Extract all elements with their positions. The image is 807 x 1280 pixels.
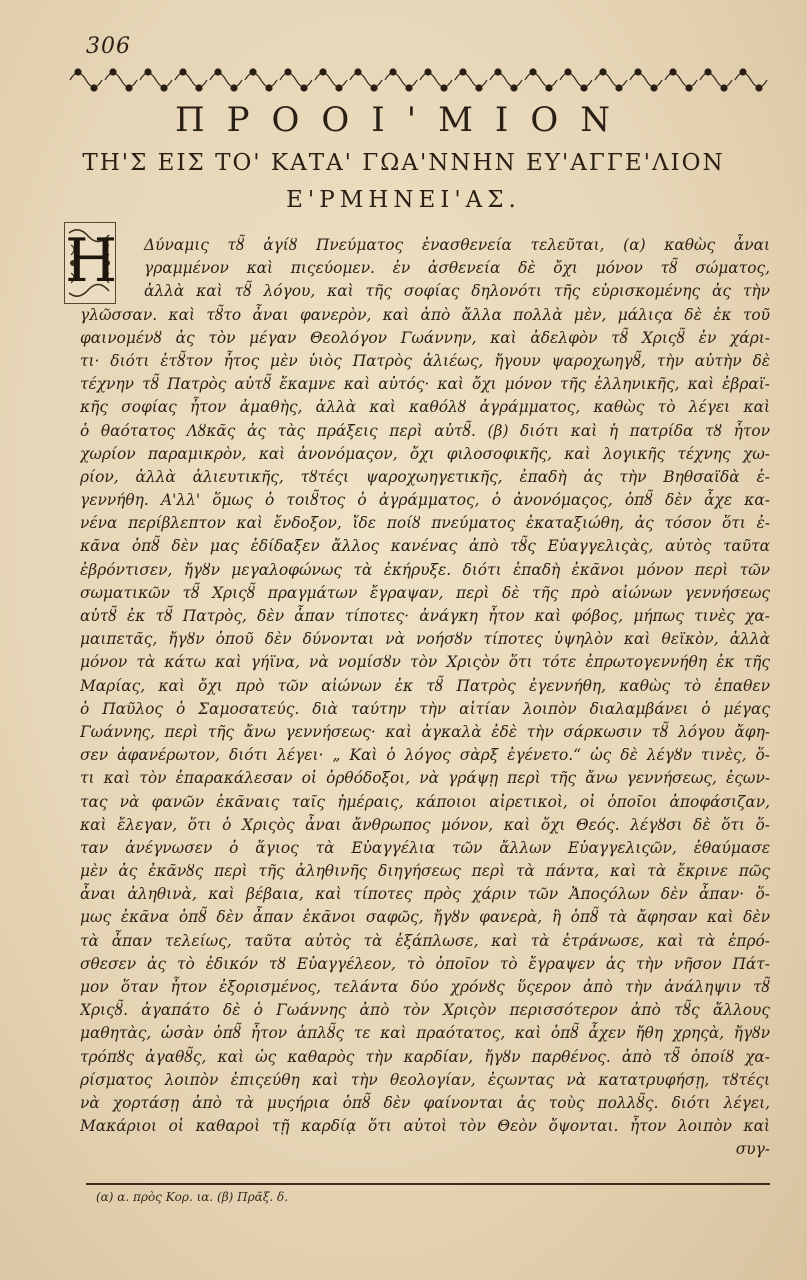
- ornament-scroll: [490, 73, 522, 87]
- ornament-bud: [250, 69, 256, 75]
- ornament-bud: [740, 69, 746, 75]
- ornament-bud: [75, 69, 81, 75]
- text-line: συγ-: [735, 1140, 770, 1159]
- text-line: ἀλλὰ καὶ τȣ̃ λόγου, καὶ τῆς σοφίας δηλονότι τῆς εὑρισκομένης ἀς τὴν: [144, 282, 770, 301]
- text-line: χωρίον παραμικρὸν, καὶ ἀνονόμαςον, ὄχι φιλοσοφικῆς, καὶ λογικῆς τέχνης χω-: [80, 444, 770, 463]
- ornament-bud: [686, 85, 692, 91]
- ornament-scroll: [455, 73, 487, 87]
- ornament-bud: [651, 85, 657, 91]
- text-line: ρίσματος λοιπὸν ἐπιςεύθη καὶ τὴν θεολογίαν, ἐςωντας νὰ κατατρυφήσῃ, τȣτέςι: [80, 1070, 770, 1089]
- text-line: τέχνην τȣ̃ Πατρὸς αὐτȣ̃ ἔκαμνε καὶ αὐτός· καὶ ὄχι μόνον τῆς ἑλληνικῆς, καὶ ἑβραϊ-: [80, 375, 770, 394]
- ornament-bud: [705, 69, 711, 75]
- ornament-bud: [161, 85, 167, 91]
- ornament-bud: [91, 85, 97, 91]
- ornament-scroll: [245, 73, 277, 87]
- ornament-scroll: [105, 73, 137, 87]
- drop-cap-letter: Η: [65, 226, 118, 296]
- ornament-bud: [530, 69, 536, 75]
- ornament-bud: [511, 85, 517, 91]
- ornament-bud: [145, 69, 151, 75]
- title-line-2: ΤΗ'Σ ΕΙΣ ΤΟ' ΚΑΤΑ' ΓΩΑ'ΝΝΗΝ ΕΥ'ΑΓΓΕ'ΛΙΟΝ: [82, 150, 725, 176]
- ornament-bud: [600, 69, 606, 75]
- text-line: Χριςȣ̃. ἀγαπάτο δὲ ὁ Γωάννης ἀπὸ τὸν Χριςὸν περισσότερον ἀπὸ τȣ̃ς ἄλλους: [80, 1001, 770, 1020]
- text-line: τας νὰ φανῶν ἐκᾶναις ταῖς ἡμέραις, κάποιοι αἱρετικοὶ, οἱ ὁποῖοι ἀποφάσιζαν,: [80, 792, 770, 811]
- ornament-scroll: [735, 73, 767, 87]
- ornament-scroll: [175, 73, 207, 87]
- ornament-bud: [616, 85, 622, 91]
- text-line: Δύναμις τȣ̃ ἁγίȣ Πνεύματος ἐνασθενεία τελεῦται, (α) καθὼς ἆναι: [144, 236, 770, 254]
- ornament-bud: [406, 85, 412, 91]
- text-line: ὁ θαότατος Λȣκᾶς ἀς τὰς πράξεις περὶ αὐτȣ̃. (β) διότι καὶ ἡ πατρίδα τȣ ἦτον: [80, 421, 770, 440]
- text-line: σεν ἀφανέρωτον, διότι λέγει· „ Καὶ ὁ λόγος σὰρξ ἐγένετο.“ ὡς δὲ λέγȣν τινὲς, ὅ-: [80, 746, 770, 765]
- text-line: Γωάννης, περὶ τῆς ἄνω γεννήσεως· καὶ ἀγκαλὰ ἐδὲ τὴν σάρκωσιν τȣ̃ λόγου ἄφη-: [80, 722, 770, 741]
- text-line: ταν ἀνέγνωσεν ὁ ἅγιος τὰ Εὐαγγέλια τῶν ἄλλων Εὐαγγελιςῶν, ἐθαύμασε: [80, 838, 770, 857]
- text-line: μὲν ἀς ἐκᾶνȣς περὶ τῆς ἀληθινῆς διηγήσεως περὶ τὰ πάντα, καὶ τὰ ἔκρινε πῶς: [80, 862, 770, 881]
- text-line: ὁ Παῦλος ὁ Σαμοσατεύς. διὰ ταύτην τὴν αἰτίαν λοιπὸν διαλαμβάνει ὁ μέγας: [80, 699, 770, 718]
- ornament-bud: [110, 69, 116, 75]
- text-line: σθεσεν ἀς τὸ ἐδικόν τȣ Εὐαγγέλεον, τὸ ὁποῖον τὸ ἔγραψεν ἀς τὴν νῆσον Πάτ-: [80, 954, 770, 973]
- text-line: μαιπετᾶς, ἤγȣν ὁποῦ δὲν δύνονται νὰ νοήσȣν τίποτες ὑψηλὸν καὶ θεϊκὸν, ἀλλὰ: [80, 630, 770, 649]
- ornament-scroll: [350, 73, 382, 87]
- ornament-bud: [371, 85, 377, 91]
- text-line: καὶ ἔλεγαν, ὅτι ὁ Χριςὸς ἆναι ἄνθρωπος μόνον, καὶ ὄχι Θεός. λέγȣσι δὲ ὅτι ὅ-: [80, 815, 770, 834]
- text-line: ρίον, ἀλλὰ ἁλιευτικῆς, τȣτέςι ψαροχωηγετικῆς, ἐπαδὴ ἀς τὴν Βηθσαϊδὰ ἐ-: [80, 467, 770, 486]
- ornament-bud: [546, 85, 552, 91]
- ornament-bud: [301, 85, 307, 91]
- text-line: νένα περίβλεπτον καὶ ἔνδοξον, ἴδε ποίȣ πνεύματος ἐκαταξιώθη, ἀς τόσον ὅτι ἐ-: [80, 514, 770, 533]
- text-line: τὰ ἆπαν τελείως, ταῦτα αὐτὸς τὰ ἐξάπλωσε, καὶ τὰ ἐτράνωσε, καὶ τὰ ἐπρό-: [80, 931, 770, 950]
- ornament-bud: [565, 69, 571, 75]
- text-line: Μαρίας, καὶ ὄχι πρὸ τῶν αἰώνων ἐκ τȣ̃ Πατρὸς ἐγεννήθη, καθὼς τὸ ἐπαθεν: [80, 676, 770, 695]
- ornament-scroll: [70, 73, 102, 87]
- ornament-scroll: [280, 73, 312, 87]
- footnote: (α) α. πρὸς Κορ. ια. (β) Πρᾶξ. δ.: [96, 1190, 289, 1204]
- text-line: Μακάριοι οἱ καθαροὶ τῇ καρδίᾳ ὅτι αὐτοὶ τὸν Θεὸν ὄψονται. ἦτον λοιπὸν καὶ: [80, 1117, 770, 1136]
- ornament-scroll: [315, 73, 347, 87]
- ornament-bud: [196, 85, 202, 91]
- ornament-bud: [670, 69, 676, 75]
- text-line: γραμμένον καὶ πιςεύομεν. ἐν ἀσθενεία δὲ ὄχι μόνον τȣ̃ σώματος,: [144, 259, 770, 278]
- footnote-rule: [86, 1183, 770, 1185]
- page-number: 306: [86, 34, 131, 59]
- ornament-bud: [390, 69, 396, 75]
- text-line: μον ὅταν ἦτον ἐξορισμένος, τελάντα δύο χρόνȣς ὕςερον ἀπὸ τὴν ἀνάληψιν τȣ̃: [80, 978, 770, 996]
- ornament-bud: [441, 85, 447, 91]
- text-line: τι· διότι ἐτȣ̃τον ἦτος μὲν ὑιὸς Πατρὸς ἁλιέως, ἤγουν ψαροχωηγȣ̃, τὴν αὐτὴν δὲ: [80, 351, 770, 370]
- ornament-bud: [476, 85, 482, 91]
- ornament-scroll: [665, 73, 697, 87]
- ornament-bud: [320, 69, 326, 75]
- ornament-bud: [126, 85, 132, 91]
- ornament-scroll: [385, 73, 417, 87]
- ornament-bud: [635, 69, 641, 75]
- text-line: μόνον τὰ κάτω καὶ γήϊνα, νὰ νομίσȣν τὸν Χριςὸν ὅτι τότε ἐπρωτογεννήθη ἐκ τῆς: [80, 653, 770, 672]
- text-line: κᾶνα ὁπȣ̃ δὲν μας ἐδίδαξεν ἄλλος κανένας ἀπὸ τȣ̃ς Εὐαγγελιςὰς, αὐτὸς ταῦτα: [80, 537, 770, 556]
- ornament-scroll: [630, 73, 662, 87]
- ornament-bud: [721, 85, 727, 91]
- text-line: τρόπȣς ἀγαθȣ̃ς, καὶ ὡς καθαρὸς τὴν καρδίαν, ἤγȣν παρθένος. ἀπὸ τȣ̃ ὁποίȣ χα-: [80, 1047, 770, 1066]
- text-line: μως ἐκᾶνα ὁπȣ̃ δὲν ἆπαν ἐκᾶνοι σαφῶς, ἤγȣν φανερὰ, ἢ ὁπȣ̃ τὰ ἄφησαν καὶ δὲν: [80, 908, 770, 927]
- text-line: ἆναι ἀληθινὰ, καὶ βέβαια, καὶ τίποτες πρὸς χάριν τῶν Ἀποςόλων δὲν ἆπαν· ὅ-: [80, 885, 770, 904]
- ornament-bud: [355, 69, 361, 75]
- text-line: γεννήθη. Α'λλ' ὅμως ὁ τοιȣ̃τος ὁ ἀγράμματος, ὁ ἀνονόμαςος, ὁπȣ̃ δὲν ἆχε κα-: [80, 491, 770, 510]
- title-line-1: ΠΡΟΟΙ'ΜΙΟΝ: [175, 100, 632, 140]
- ornament-bud: [231, 85, 237, 91]
- text-line: σωματικῶν τȣ̃ Χριςȣ̃ πραγμάτων ἔγραψαν, περὶ δὲ τῆς πρὸ αἰώνων γεννήσεως: [80, 583, 770, 602]
- text-line: νὰ χορτάσῃ ἀπὸ τὰ μυςήρια ὁπȣ̃ δὲν φαίνονται ἀς τοὺς πολλȣ̃ς. διότι λέγει,: [80, 1093, 770, 1112]
- text-line: φαινομένȣ ἀς τὸν μέγαν Θεολόγον Γωάννην, καὶ ἀδελφὸν τȣ̃ Χριςȣ̃ ἐν χάρι-: [80, 328, 770, 347]
- ornament-scroll: [700, 73, 732, 87]
- body-text: [80, 234, 770, 1162]
- ornament-bud: [425, 69, 431, 75]
- ornament-scroll: [140, 73, 172, 87]
- text-line: αὐτȣ̃ ἐκ τȣ̃ Πατρὸς, δὲν ἆπαν τίποτες· ἀνάγκη ἦτον καὶ φόβος, μήπως τινὲς χα-: [80, 607, 770, 625]
- ornament-scroll: [210, 73, 242, 87]
- ornament-scroll: [420, 73, 452, 87]
- ornament-bud: [495, 69, 501, 75]
- text-line: μαθητὰς, ὡσὰν ὁπȣ̃ ἦτον ἁπλȣ̃ς τε καὶ πραότατος, καὶ ὁπȣ̃ ἆχεν ἤθη χρηςὰ, ἤγȣν: [80, 1024, 770, 1043]
- text-line: κῆς σοφίας ἦτον ἀμαθὴς, ἀλλὰ καὶ καθόλȣ ἀγράμματος, καθὼς τὸ λέγει καὶ: [80, 398, 770, 417]
- text-line: τι καὶ τὸν ἐπαρακάλεσαν οἱ ὀρθόδοξοι, νὰ γράψῃ περὶ τῆς ἄνω γεννήσεως, ἐςων-: [80, 769, 770, 788]
- ornament-bud: [756, 85, 762, 91]
- ornament-bud: [336, 85, 342, 91]
- text-line: γλῶσσαν. καὶ τȣ̃το ἆναι φανερὸν, καὶ ἀπὸ ἄλλα πολλὰ μὲν, μάλιςα δὲ ἐκ τοῦ: [80, 305, 770, 324]
- ornament-bud: [266, 85, 272, 91]
- ornament-bud: [581, 85, 587, 91]
- text-line: ἐβρόντισεν, ἤγȣν μεγαλοφώνως τὰ ἐκήρυξε. διότι ἐπαδὴ ἐκᾶνοι μόνον περὶ τῶν: [80, 560, 770, 579]
- ornament-bud: [180, 69, 186, 75]
- ornament-scroll: [525, 73, 557, 87]
- ornamental-header-band: [62, 62, 768, 98]
- ornament-bud: [285, 69, 291, 75]
- ornament-bud: [215, 69, 221, 75]
- ornament-scroll: [595, 73, 627, 87]
- ornament-scroll: [560, 73, 592, 87]
- ornament-bud: [460, 69, 466, 75]
- title-line-3: Ε'ΡΜΗΝΕΙ'ΑΣ.: [286, 187, 521, 213]
